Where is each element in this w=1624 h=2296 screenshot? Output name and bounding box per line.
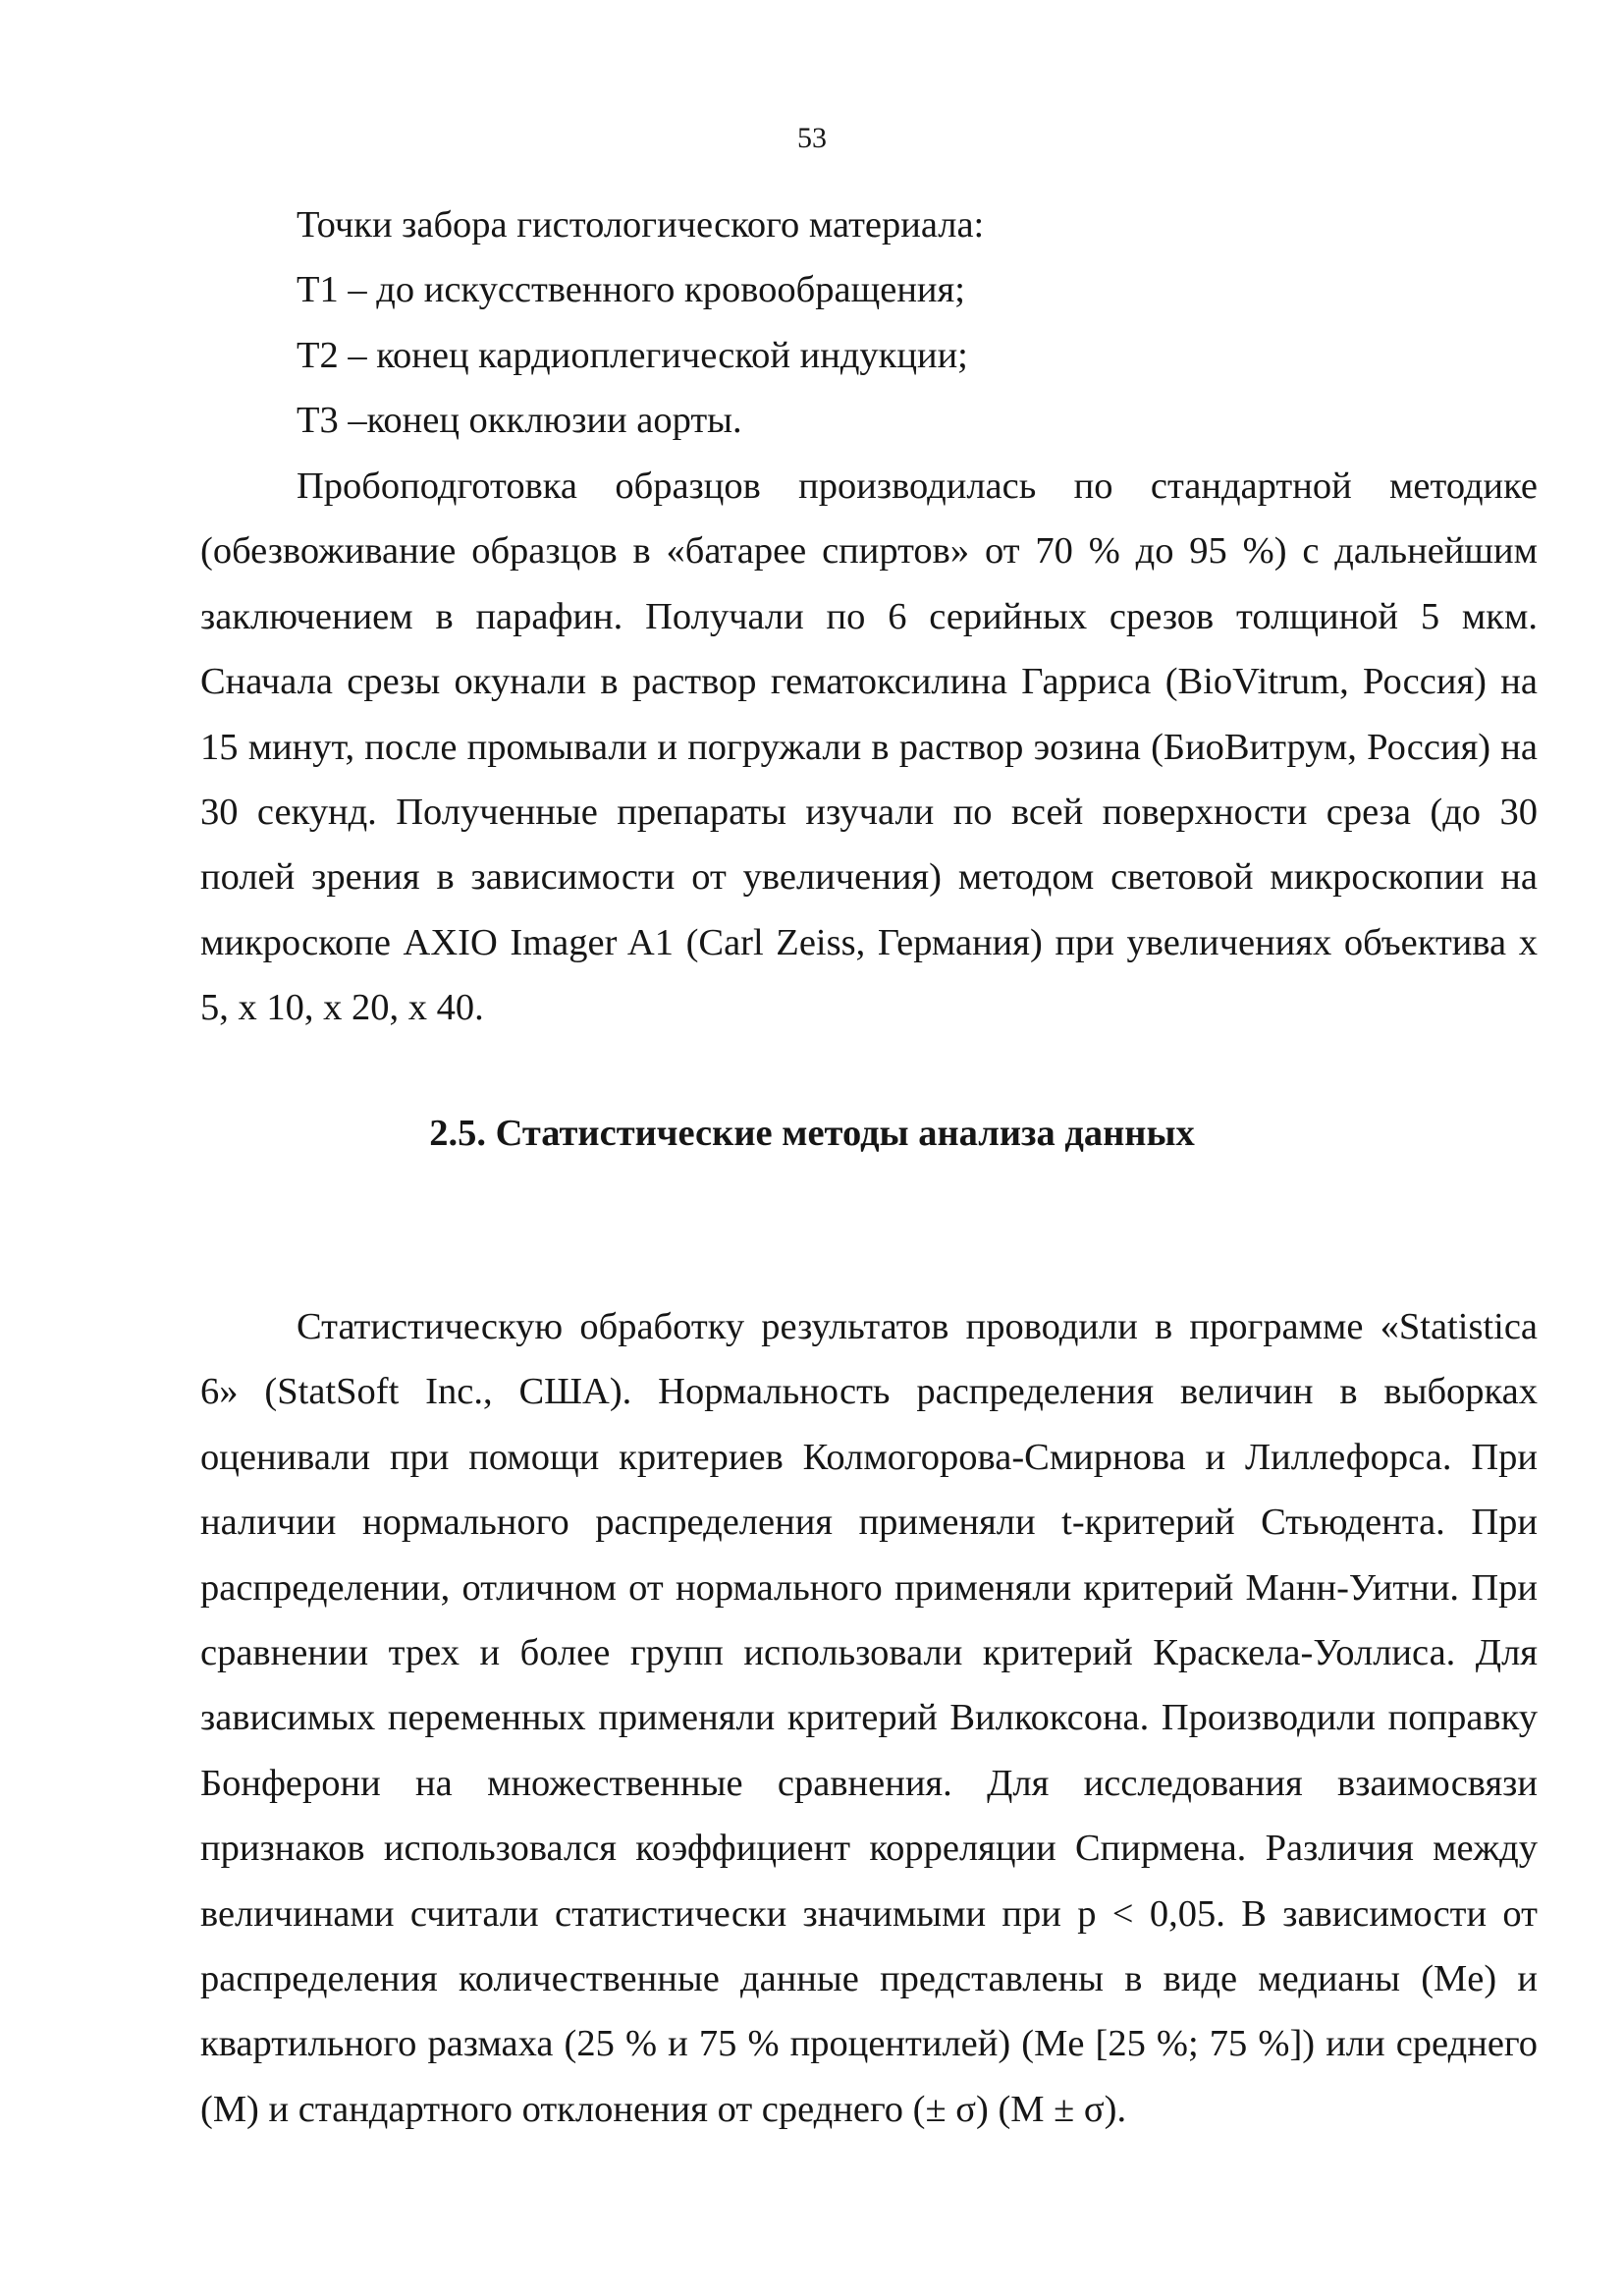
list-intro: Точки забора гистологического материала: [297,204,985,246]
statistics-section [200,1294,1538,2142]
statistics-paragraph: Статистическую обработку результатов проводили в программе «Statistica 6» (StatSoft Inc., США). Нормальность распределения величин в выборках оценивали при помощи критериев Колмогорова-Смирнова и Лиллефорса. При наличии нормального распределения применяли t-критерий Стьюдента. При распределении, отличном от нормального применяли критерий Манн-Уитни. При сравнении трех и более групп использовали критерий Краскела-Уоллиса. Для зависимых переменных применяли критерий Вилкоксона. Производили поправку Бонферони на множественные сравнения. Для исследования взаимосвязи признаков использовался коэффициент корреляции Спирмена. Различия между величинами считали статистически значимыми при p < 0,05. В зависимости от распределения количественные данные представлены в виде медианы (Me) и квартильного размаха (25 % и 75 % процентилей) (Me [25 %; 75 %]) или среднего (M) и стандартного отклонения от среднего (± σ) (M ± σ). [200,1306,1538,2130]
page-number: 53 [797,122,827,154]
sample-preparation-section [200,454,1538,1041]
section-heading: 2.5. Статистические методы анализа данных [429,1113,1195,1154]
sampling-points-list [200,192,1538,454]
sample-preparation-paragraph: Пробоподготовка образцов производилась по стандартной методике (обезвоживание образцов в «батарее спиртов» от 70 % до 95 %) с дальнейшим заключением в парафин. Получали по 6 серийных срезов толщиной 5 мкм. Сначала срезы окунали в раствор гематоксилина Гарриса (BioVitrum, Россия) на 15 минут, после промывали и погружали в раствор эозина (БиоВитрум, Россия) на 30 секунд. Полученные препараты изучали по всей поверхности среза (до 30 полей зрения в зависимости от увеличения) методом световой микроскопии на микроскопе AXIO Imager A1 (Carl Zeiss, Германия) при увеличениях объектива х 5, х 10, х 20, х 40. [200,465,1538,1029]
list-item-t2: Т2 – конец кардиоплегической индукции; [297,334,968,376]
list-item-t1: Т1 – до искусственного кровообращения; [297,269,965,311]
list-item-t3: Т3 –конец окклюзии аорты. [297,400,742,442]
